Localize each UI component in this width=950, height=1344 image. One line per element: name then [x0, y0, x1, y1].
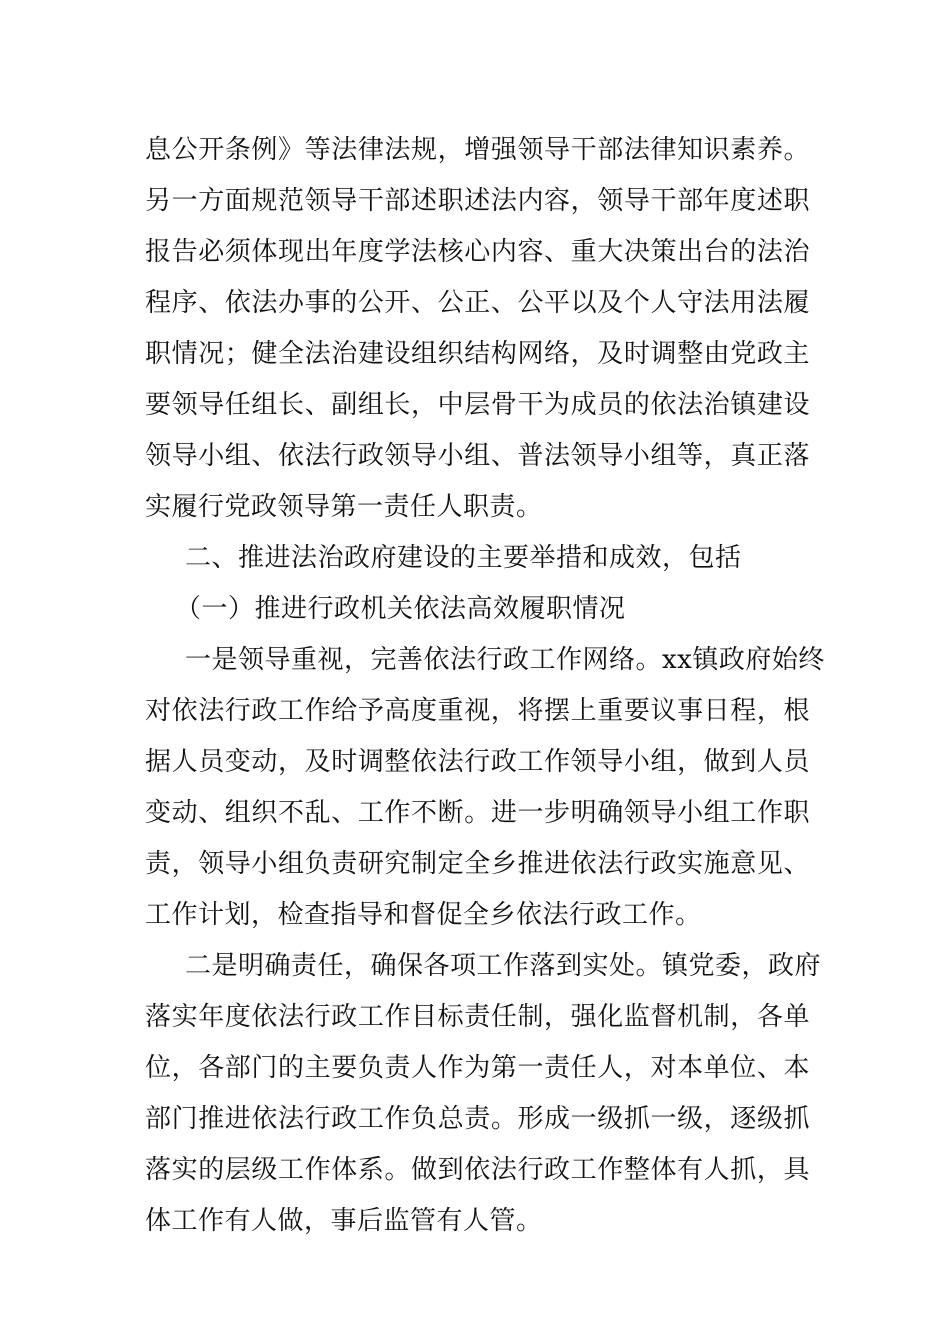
text-line: 变动、组织不乱、工作不断。进一步明确领导小组工作职	[145, 798, 810, 828]
text-line: 息公开条例》等法律法规，增强领导干部法律知识素养。	[145, 135, 810, 165]
text-line: 报告必须体现出年度学法核心内容、重大决策出台的法治	[145, 237, 810, 267]
text-line: 二是明确责任，确保各项工作落到实处。镇党委，政府	[185, 951, 822, 981]
text-line: 体工作有人做，事后监管有人管。	[145, 1206, 543, 1236]
text-line: 落实年度依法行政工作目标责任制，强化监督机制，各单	[145, 1002, 810, 1032]
subsection-heading: （一）推进行政机关依法高效履职情况	[175, 594, 626, 624]
text-line: 责，领导小组负责研究制定全乡推进依法行政实施意见、	[145, 849, 810, 879]
text-line: 实履行党政领导第一责任人职责。	[145, 492, 543, 522]
body-text	[145, 125, 825, 1247]
text-line: 位，各部门的主要负责人作为第一责任人，对本单位、本	[145, 1053, 810, 1083]
text-line: 职情况；健全法治建设组织结构网络，及时调整由党政主	[145, 339, 810, 369]
text-line: 另一方面规范领导干部述职述法内容，领导干部年度述职	[145, 186, 810, 216]
text-line: 落实的层级工作体系。做到依法行政工作整体有人抓，具	[145, 1155, 810, 1185]
text-line: 程序、依法办事的公开、公正、公平以及个人守法用法履	[145, 288, 810, 318]
text-line: 要领导任组长、副组长，中层骨干为成员的依法治镇建设	[145, 390, 810, 420]
text-line: 一是领导重视，完善依法行政工作网络。xx镇政府始终	[185, 645, 825, 675]
text-line: 部门推进依法行政工作负总责。形成一级抓一级，逐级抓	[145, 1104, 810, 1134]
section-heading: 二、推进法治政府建设的主要举措和成效，包括	[185, 543, 742, 573]
text-line: 对依法行政工作给予高度重视，将摆上重要议事日程，根	[145, 696, 810, 726]
text-line: 工作计划，检查指导和督促全乡依法行政工作。	[145, 900, 702, 930]
text-line: 领导小组、依法行政领导小组、普法领导小组等，真正落	[145, 441, 810, 471]
text-line: 据人员变动，及时调整依法行政工作领导小组，做到人员	[145, 747, 810, 777]
